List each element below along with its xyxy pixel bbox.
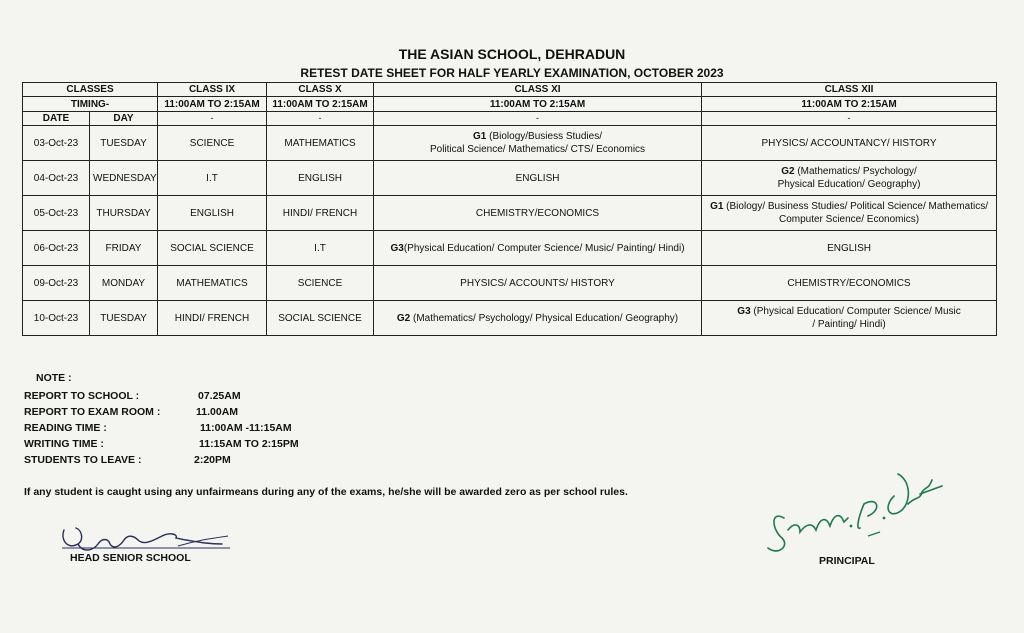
head-senior-school-label: HEAD SENIOR SCHOOL xyxy=(70,552,191,564)
notes-heading: NOTE : xyxy=(36,372,72,384)
date-day-header-row xyxy=(23,112,997,126)
class-x-subject: HINDI/ FRENCH xyxy=(267,196,374,231)
table-row xyxy=(23,301,997,336)
table-row xyxy=(23,231,997,266)
timing-ix: 11:00AM TO 2:15AM xyxy=(158,97,267,112)
day-cell: FRIDAY xyxy=(90,231,158,266)
note-label: WRITING TIME : xyxy=(24,438,104,450)
class-ix-subject: HINDI/ FRENCH xyxy=(158,301,267,336)
class-xii-header: CLASS XII xyxy=(702,83,997,97)
group-label: G1 xyxy=(710,201,724,212)
dash-cell: - xyxy=(374,112,702,126)
note-value: 11:15AM TO 2:15PM xyxy=(199,438,299,450)
class-xi-subject: CHEMISTRY/ECONOMICS xyxy=(374,196,702,231)
group-label: G1 xyxy=(473,131,487,142)
subject-text: (Mathematics/ Psychology/ xyxy=(794,166,917,177)
class-xii-subject: PHYSICS/ ACCOUNTANCY/ HISTORY xyxy=(702,126,997,161)
class-x-subject: ENGLISH xyxy=(267,161,374,196)
group-label: G3 xyxy=(737,306,751,317)
table-row xyxy=(23,196,997,231)
subject-text-line2: Political Science/ Mathematics/ CTS/ Economics xyxy=(429,144,646,155)
dash-cell: - xyxy=(702,112,997,126)
class-xi-subject xyxy=(374,126,702,161)
dash-cell: - xyxy=(267,112,374,126)
sheet-title: RETEST DATE SHEET FOR HALF YEARLY EXAMINATION, OCTOBER 2023 xyxy=(300,66,724,80)
timing-label: TIMING- xyxy=(23,97,158,112)
note-label: READING TIME : xyxy=(24,422,107,434)
class-x-subject: SOCIAL SCIENCE xyxy=(267,301,374,336)
class-xii-subject: CHEMISTRY/ECONOMICS xyxy=(702,266,997,301)
class-xi-subject: ENGLISH xyxy=(374,161,702,196)
date-cell: 05-Oct-23 xyxy=(23,196,90,231)
note-value: 11:00AM -11:15AM xyxy=(200,422,292,434)
day-cell: MONDAY xyxy=(90,266,158,301)
subject-text-line2: / Painting/ Hindi) xyxy=(812,319,886,330)
class-ix-subject: I.T xyxy=(158,161,267,196)
class-xi-subject xyxy=(374,301,702,336)
date-cell: 06-Oct-23 xyxy=(23,231,90,266)
day-cell: THURSDAY xyxy=(90,196,158,231)
class-x-subject: I.T xyxy=(267,231,374,266)
school-name: THE ASIAN SCHOOL, DEHRADUN xyxy=(398,46,626,62)
group-label: G2 xyxy=(781,166,795,177)
class-xi-subject xyxy=(374,231,702,266)
class-ix-subject: SCIENCE xyxy=(158,126,267,161)
timing-xi: 11:00AM TO 2:15AM xyxy=(374,97,702,112)
class-xii-subject xyxy=(702,161,997,196)
note-label: REPORT TO SCHOOL : xyxy=(24,390,140,402)
group-label: G3 xyxy=(390,242,404,254)
dash-cell: - xyxy=(158,112,267,126)
subject-text-line2: Computer Science/ Economics) xyxy=(778,214,920,225)
timing-xii: 11:00AM TO 2:15AM xyxy=(702,97,997,112)
class-ix-subject: MATHEMATICS xyxy=(158,266,267,301)
principal-signature-image xyxy=(760,460,950,560)
class-xii-subject: ENGLISH xyxy=(702,231,997,266)
unfair-means-rule: If any student is caught using any unfairmeans during any of the exams, he/she will be awarded zero as per school rules. xyxy=(24,486,628,498)
subject-text: (Biology/Busiess Studies/ xyxy=(486,131,602,142)
note-label: STUDENTS TO LEAVE : xyxy=(24,454,142,466)
date-cell: 10-Oct-23 xyxy=(23,301,90,336)
class-ix-subject: ENGLISH xyxy=(158,196,267,231)
subject-text: (Physical Education/ Computer Science/ Music xyxy=(750,306,961,317)
class-xii-subject xyxy=(702,301,997,336)
note-value: 2:20PM xyxy=(194,454,231,466)
subject-text: (Mathematics/ Psychology/ Physical Education/ Geography) xyxy=(410,312,679,324)
note-label: REPORT TO EXAM ROOM : xyxy=(24,406,161,418)
table-row xyxy=(23,126,997,161)
date-column-header: DATE xyxy=(23,112,90,126)
class-xi-subject: PHYSICS/ ACCOUNTS/ HISTORY xyxy=(374,266,702,301)
class-xii-subject xyxy=(702,196,997,231)
date-sheet-table xyxy=(22,82,997,336)
class-x-subject: SCIENCE xyxy=(267,266,374,301)
classes-label: CLASSES xyxy=(23,83,158,97)
subject-text-line2: Physical Education/ Geography) xyxy=(777,179,921,190)
class-x-header: CLASS X xyxy=(267,83,374,97)
day-cell: TUESDAY xyxy=(90,126,158,161)
note-value: 07.25AM xyxy=(198,390,241,402)
day-column-header: DAY xyxy=(90,112,158,126)
class-ix-subject: SOCIAL SCIENCE xyxy=(158,231,267,266)
subject-text: (Biology/ Business Studies/ Political Science/ Mathematics/ xyxy=(723,201,988,212)
subject-text: (Physical Education/ Computer Science/ Music/ Painting/ Hindi) xyxy=(403,242,685,254)
date-cell: 09-Oct-23 xyxy=(23,266,90,301)
date-cell: 03-Oct-23 xyxy=(23,126,90,161)
timing-row xyxy=(23,97,997,112)
day-cell: WEDNESDAY xyxy=(90,161,158,196)
day-cell: TUESDAY xyxy=(90,301,158,336)
classes-header-row xyxy=(23,83,997,97)
class-xi-header: CLASS XI xyxy=(374,83,702,97)
principal-label: PRINCIPAL xyxy=(819,555,875,567)
table-row xyxy=(23,266,997,301)
class-ix-header: CLASS IX xyxy=(158,83,267,97)
class-x-subject: MATHEMATICS xyxy=(267,126,374,161)
group-label: G2 xyxy=(396,312,411,324)
table-row xyxy=(23,161,997,196)
note-value: 11.00AM xyxy=(196,406,239,418)
timing-x: 11:00AM TO 2:15AM xyxy=(267,97,374,112)
date-cell: 04-Oct-23 xyxy=(23,161,90,196)
